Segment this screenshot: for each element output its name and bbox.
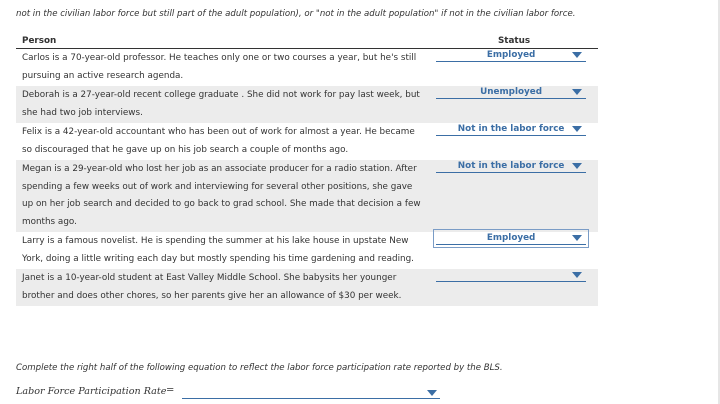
table-row	[16, 123, 598, 160]
table-row	[16, 269, 598, 306]
clipped-previous-line	[16, 0, 716, 4]
person-description: Larry is a famous novelist. He is spending the summer at his lake house in upstate New York, doing a little writing each day but mostly spending his time gardening and reading.	[22, 236, 414, 264]
status-dropdown-janet[interactable]	[436, 269, 586, 282]
person-description: Janet is a 10-year-old student at East Valley Middle School. She babysits her younger brother and does other chores, so her parents give her an allowance of $30 per week.	[16, 269, 430, 306]
status-table	[16, 33, 598, 306]
status-dropdown-megan[interactable]	[436, 160, 586, 173]
person-column-header: Person	[16, 33, 430, 49]
table-row	[16, 232, 598, 269]
status-selected-value: Employed	[486, 50, 536, 60]
status-dropdown-carlos[interactable]	[436, 49, 586, 62]
chevron-down-icon	[572, 163, 582, 169]
chevron-down-icon	[572, 89, 582, 95]
person-description: Megan is a 29-year-old who lost her job as an associate producer for a radio station. After spending a few weeks out of work and interviewing for several other positions, she gave up on her job search and decided to go back to grad school. She made that decision a few months ago.	[16, 160, 430, 232]
equals-sign: =	[166, 385, 175, 396]
chevron-down-icon	[572, 52, 582, 58]
table-row	[16, 160, 598, 232]
instructions-text: not in the civilian labor force but still part of the adult population), or "not in the adult population" if not in the civilian labor force.	[16, 9, 576, 19]
table-header-row	[16, 33, 598, 49]
status-dropdown-felix[interactable]	[436, 123, 586, 136]
chevron-down-icon	[572, 126, 582, 132]
chevron-down-icon	[572, 272, 582, 278]
chevron-down-icon	[572, 235, 582, 241]
person-description: Deborah is a 27-year-old recent college graduate . She did not work for pay last week, but she had two job interviews.	[16, 86, 430, 123]
status-selected-value: Employed	[486, 233, 536, 243]
participation-rate-dropdown[interactable]	[182, 386, 440, 399]
person-description: Carlos is a 70-year-old professor. He teaches only one or two courses a year, but he's still pursuing an active research agenda.	[22, 53, 417, 81]
status-column-header: Status	[430, 33, 598, 49]
table-row	[16, 86, 598, 123]
status-selected-value: Not in the labor force	[457, 124, 565, 134]
status-dropdown-deborah[interactable]	[436, 86, 586, 99]
chevron-down-icon	[427, 390, 437, 396]
equation-instructions: Complete the right half of the following equation to reflect the labor force participation rate reported by the BLS.	[16, 363, 503, 373]
equation-label: Labor Force Participation Rate	[16, 386, 167, 397]
status-selected-value: Not in the labor force	[457, 161, 565, 171]
status-selected-value: Unemployed	[480, 87, 543, 97]
status-dropdown-larry[interactable]	[436, 232, 586, 245]
person-description: Felix is a 42-year-old accountant who has been out of work for almost a year. He became so discouraged that he gave up on his job search a couple of months ago.	[22, 127, 415, 155]
table-row	[16, 49, 598, 87]
